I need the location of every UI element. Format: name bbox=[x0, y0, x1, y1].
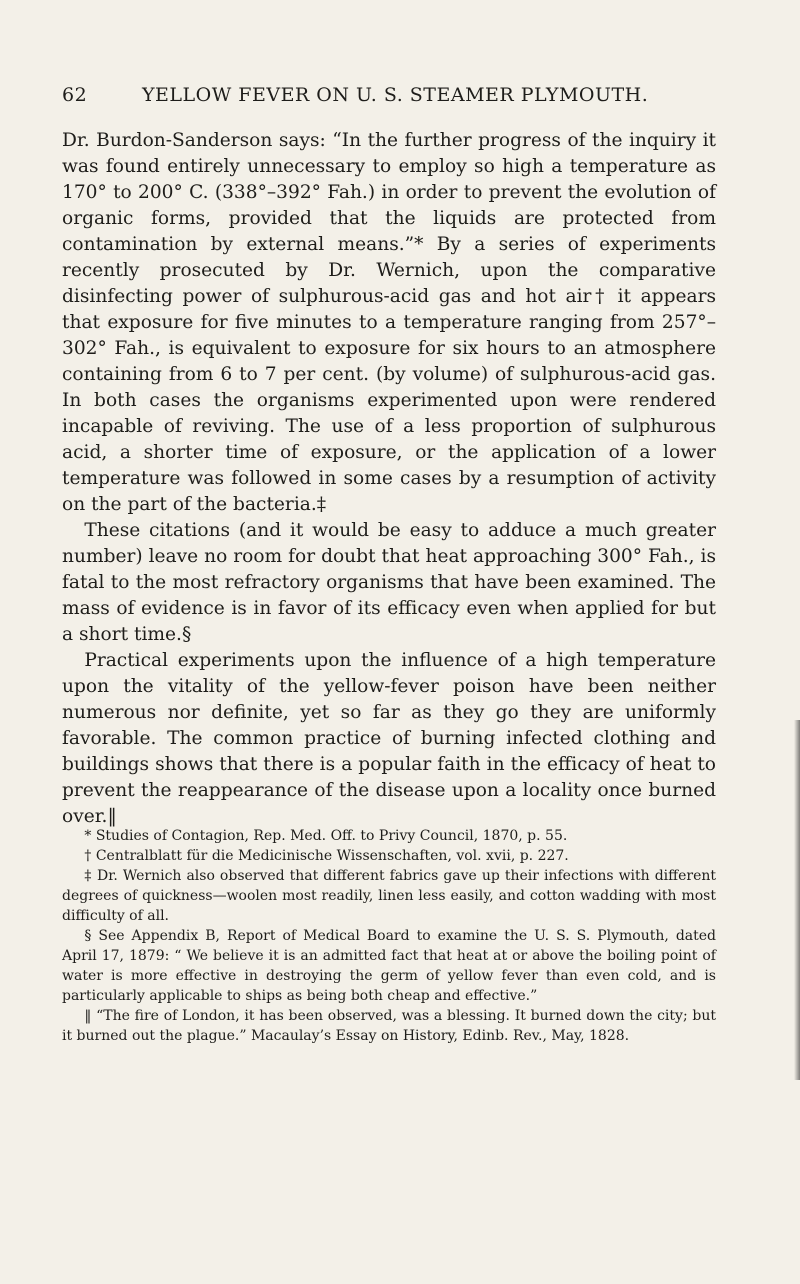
page-header bbox=[62, 84, 722, 114]
running-head: YELLOW FEVER ON U. S. STEAMER PLYMOUTH. bbox=[142, 84, 649, 106]
footnote: * Studies of Contagion, Rep. Med. Off. to Privy Council, 1870, p. 55. bbox=[84, 828, 568, 844]
body-text bbox=[62, 128, 716, 830]
paragraph: Practical experiments upon the influence of a high temperature upon the vitality of the yellow-fever poison have been neither numerous nor definite, yet so far as they go they are uniformly favorable. The common practice of burning infected clothing and buildings shows that there is a popular faith in the efficacy of heat to prevent the reappearance of the disease upon a locality once burned over.‖ bbox=[62, 650, 716, 827]
footnote: ‖ “The fire of London, it has been observed, was a blessing. It burned down the city; but it burned out the plague.” Macaulay’s Essay on History, Edinb. Rev., May, 1828. bbox=[62, 1008, 716, 1044]
page-number: 62 bbox=[62, 84, 88, 106]
footnotes bbox=[62, 826, 716, 1046]
scan-edge-shadow bbox=[794, 720, 800, 1080]
footnote: † Centralblatt für die Medicinische Wissenschaften, vol. xvii, p. 227. bbox=[84, 848, 569, 864]
footnote: ‡ Dr. Wernich also observed that different fabrics gave up their infections with different degrees of quickness—woolen most readily, linen less easily, and cotton wadding with most difficulty of all. bbox=[62, 868, 716, 924]
footnote: § See Appendix B, Report of Medical Board to examine the U. S. S. Plymouth, dated April 17, 1879: “ We believe it is an admitted fact that heat at or above the boiling point of water is more effective in destroying the germ of yellow fever than even cold, and is particularly applicable to ships as being both cheap and effective.” bbox=[62, 928, 716, 1004]
paragraph: These citations (and it would be easy to adduce a much greater number) leave no room for doubt that heat approaching 300° Fah., is fatal to the most refractory organisms that have been examined. The mass of evidence is in favor of its efficacy even when applied for but a short time.§ bbox=[62, 520, 716, 645]
paragraph: Dr. Burdon-Sanderson says: “In the further progress of the inquiry it was found entirely unnecessary to employ so high a temperature as 170° to 200° C. (338°–392° Fah.) in order to prevent the evolution of organic forms, provided that the liquids are protected from contamination by external means.”* By a series of experiments recently prosecuted by Dr. Wernich, upon the comparative disinfecting power of sulphurous-acid gas and hot air† it appears that exposure for five minutes to a temperature ranging from 257°–302° Fah., is equivalent to exposure for six hours to an atmosphere containing from 6 to 7 per cent. (by volume) of sulphurous-acid gas. In both cases the organisms experimented upon were rendered incapable of reviving. The use of a less proportion of sulphurous acid, a shorter time of exposure, or the application of a lower temperature was followed in some cases by a resumption of activity on the part of the bacteria.‡ bbox=[62, 130, 716, 515]
